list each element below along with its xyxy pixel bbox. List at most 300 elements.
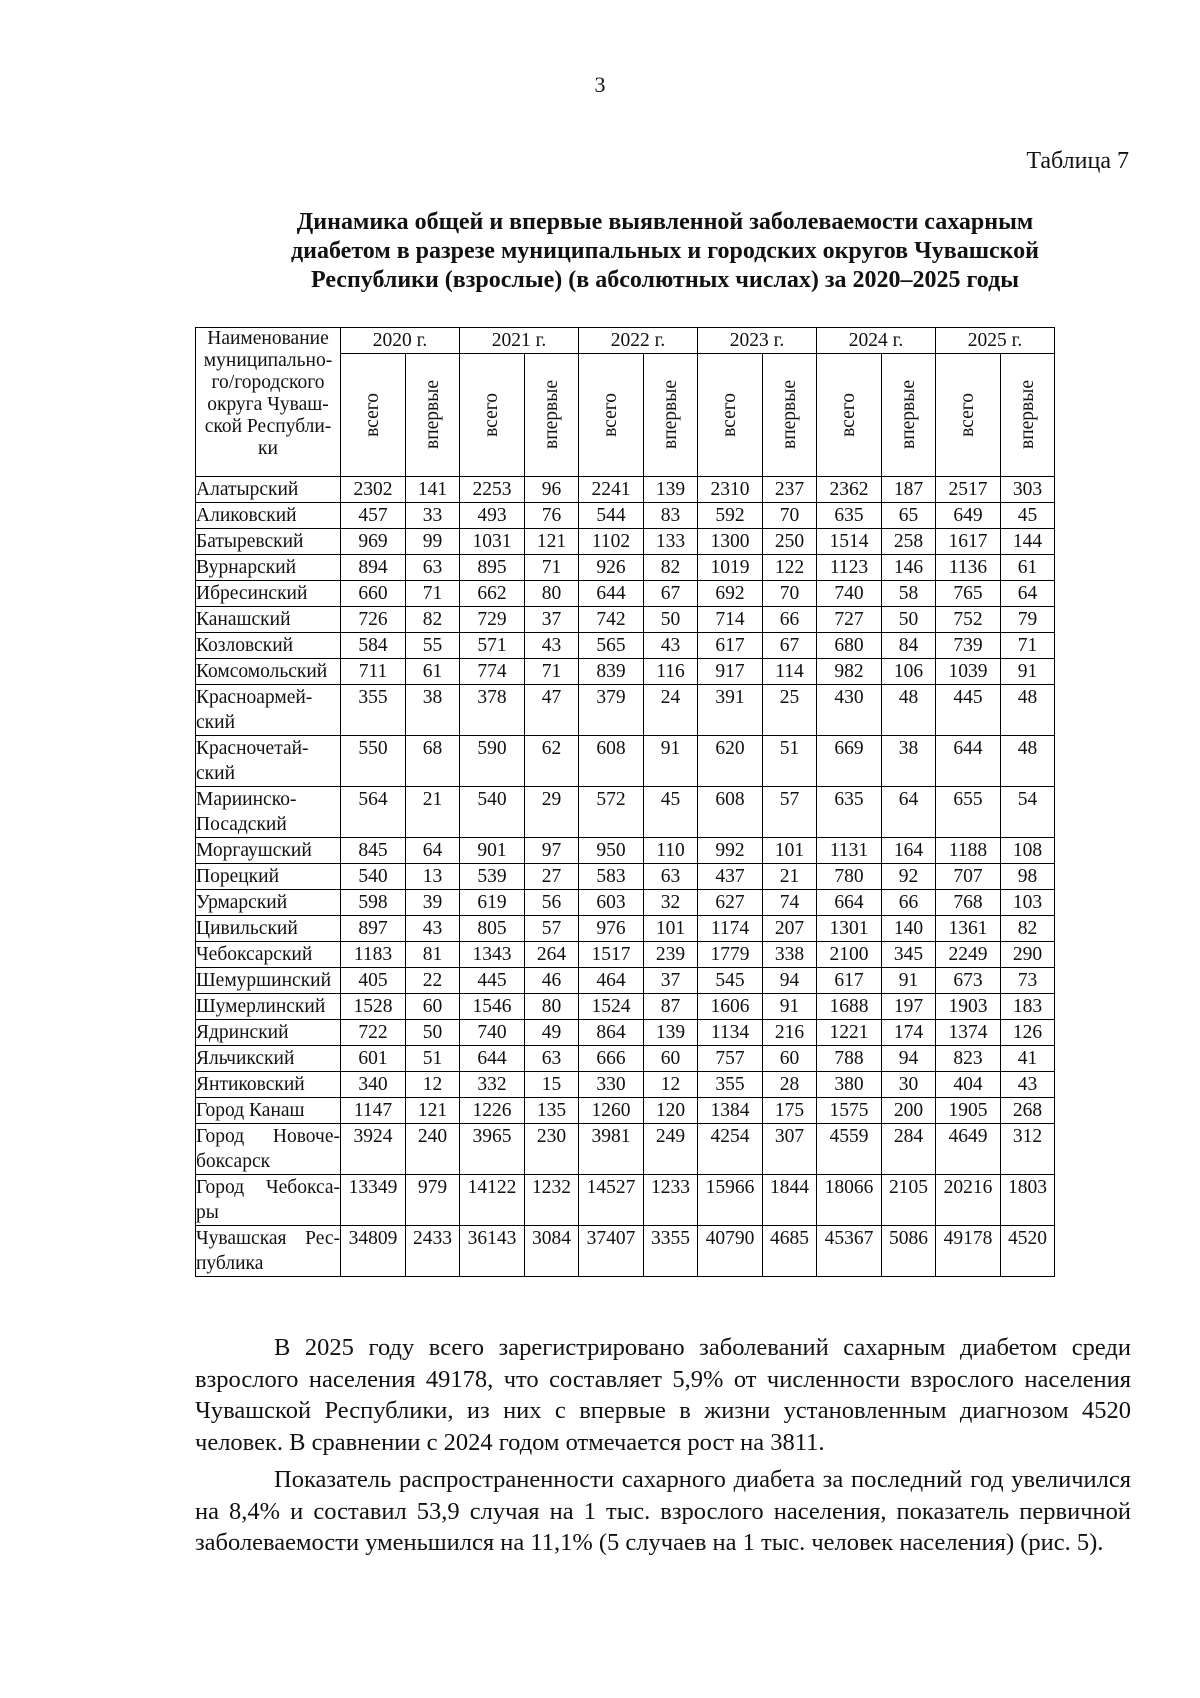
first-time-value-cell: 82 (644, 555, 698, 581)
first-time-value-cell: 48 (1001, 685, 1055, 736)
total-subheader-label: всего (719, 393, 740, 437)
first-time-value-cell: 122 (763, 555, 817, 581)
year-header: 2022 г. (579, 328, 698, 354)
first-time-value-cell: 61 (1001, 555, 1055, 581)
total-value-cell: 4649 (936, 1124, 1001, 1175)
first-time-value-cell: 110 (644, 838, 698, 864)
total-value-cell: 544 (579, 503, 644, 529)
district-name-cell (196, 1124, 341, 1175)
total-value-cell: 2362 (817, 477, 882, 503)
district-name-line: Город Канаш (196, 1100, 305, 1121)
first-time-value-cell: 187 (882, 477, 936, 503)
district-name-line: Комсомольский (196, 661, 328, 682)
district-name-line: Янтиковский (196, 1074, 305, 1095)
table-row (196, 1175, 1055, 1226)
total-value-cell: 664 (817, 890, 882, 916)
first-time-value-cell: 1233 (644, 1175, 698, 1226)
total-value-cell: 445 (460, 968, 525, 994)
district-name-line: Ядринский (196, 1022, 289, 1043)
total-value-cell: 4559 (817, 1124, 882, 1175)
total-value-cell: 1226 (460, 1098, 525, 1124)
header-line: муниципально- (203, 350, 333, 371)
table-row (196, 685, 1055, 736)
total-value-cell: 430 (817, 685, 882, 736)
district-name-cell (196, 864, 341, 890)
district-name-line: Вурнарский (196, 557, 297, 578)
first-time-value-cell: 101 (763, 838, 817, 864)
first-time-value-cell: 43 (644, 633, 698, 659)
first-time-value-cell: 57 (525, 916, 579, 942)
header-line: ки (258, 438, 278, 459)
first-time-value-cell: 249 (644, 1124, 698, 1175)
total-value-cell: 823 (936, 1046, 1001, 1072)
total-value-cell: 739 (936, 633, 1001, 659)
district-name-cell (196, 787, 341, 838)
header-line: ской Республи- (204, 416, 332, 437)
first-time-value-cell: 79 (1001, 607, 1055, 633)
first-time-value-cell: 144 (1001, 529, 1055, 555)
first-time-value-cell: 39 (406, 890, 460, 916)
first-time-value-cell: 284 (882, 1124, 936, 1175)
first-subheader (1001, 354, 1055, 477)
table-row (196, 1124, 1055, 1175)
total-value-cell: 590 (460, 736, 525, 787)
total-value-cell: 1174 (698, 916, 763, 942)
total-value-cell: 1147 (341, 1098, 406, 1124)
total-value-cell: 355 (698, 1072, 763, 1098)
district-name-line: Шумерлинский (196, 996, 326, 1017)
total-value-cell: 680 (817, 633, 882, 659)
name-column-header (196, 328, 341, 477)
first-time-value-cell: 84 (882, 633, 936, 659)
total-value-cell: 330 (579, 1072, 644, 1098)
first-time-value-cell: 56 (525, 890, 579, 916)
first-time-value-cell: 1232 (525, 1175, 579, 1226)
first-time-value-cell: 240 (406, 1124, 460, 1175)
first-subheader (763, 354, 817, 477)
first-time-value-cell: 55 (406, 633, 460, 659)
first-subheader-label: впервые (1016, 380, 1038, 450)
year-header-row (196, 328, 1055, 354)
total-value-cell: 378 (460, 685, 525, 736)
total-value-cell: 13349 (341, 1175, 406, 1226)
first-time-value-cell: 63 (525, 1046, 579, 1072)
total-value-cell: 711 (341, 659, 406, 685)
table-body (196, 477, 1055, 1277)
district-name-line: Посадский (196, 814, 287, 835)
total-subheader (817, 354, 882, 477)
table-row (196, 1020, 1055, 1046)
total-value-cell: 493 (460, 503, 525, 529)
total-value-cell: 617 (698, 633, 763, 659)
total-value-cell: 635 (817, 503, 882, 529)
total-value-cell: 740 (817, 581, 882, 607)
title-line: Динамика общей и впервые выявленной заболеваемости сахарным (296, 209, 1034, 235)
first-time-value-cell: 38 (882, 736, 936, 787)
total-value-cell: 36143 (460, 1226, 525, 1277)
total-value-cell: 1617 (936, 529, 1001, 555)
first-time-value-cell: 979 (406, 1175, 460, 1226)
first-subheader-label: впервые (540, 380, 562, 450)
first-time-value-cell: 4685 (763, 1226, 817, 1277)
total-value-cell: 2310 (698, 477, 763, 503)
total-value-cell: 1031 (460, 529, 525, 555)
table-row (196, 864, 1055, 890)
district-name-line: Аликовский (196, 505, 297, 526)
first-time-value-cell: 45 (1001, 503, 1055, 529)
total-value-cell: 752 (936, 607, 1001, 633)
total-value-cell: 565 (579, 633, 644, 659)
first-time-value-cell: 22 (406, 968, 460, 994)
total-value-cell: 692 (698, 581, 763, 607)
total-value-cell: 550 (341, 736, 406, 787)
first-time-value-cell: 57 (763, 787, 817, 838)
total-value-cell: 644 (936, 736, 1001, 787)
table-row (196, 1072, 1055, 1098)
total-value-cell: 926 (579, 555, 644, 581)
first-time-value-cell: 97 (525, 838, 579, 864)
total-value-cell: 380 (817, 1072, 882, 1098)
first-time-value-cell: 80 (525, 581, 579, 607)
total-value-cell: 1131 (817, 838, 882, 864)
total-value-cell: 379 (579, 685, 644, 736)
district-name-line: Яльчикский (196, 1048, 295, 1069)
total-value-cell: 742 (579, 607, 644, 633)
first-time-value-cell: 45 (644, 787, 698, 838)
first-time-value-cell: 70 (763, 581, 817, 607)
total-value-cell: 1361 (936, 916, 1001, 942)
total-value-cell: 714 (698, 607, 763, 633)
total-value-cell: 1575 (817, 1098, 882, 1124)
first-time-value-cell: 21 (406, 787, 460, 838)
total-value-cell: 332 (460, 1072, 525, 1098)
total-subheader-label: всего (838, 393, 859, 437)
total-value-cell: 445 (936, 685, 1001, 736)
total-value-cell: 1374 (936, 1020, 1001, 1046)
first-subheader (882, 354, 936, 477)
total-value-cell: 2249 (936, 942, 1001, 968)
year-header: 2021 г. (460, 328, 579, 354)
total-subheader (341, 354, 406, 477)
first-time-value-cell: 64 (1001, 581, 1055, 607)
total-value-cell: 780 (817, 864, 882, 890)
first-time-value-cell: 66 (882, 890, 936, 916)
total-value-cell: 673 (936, 968, 1001, 994)
first-time-value-cell: 139 (644, 477, 698, 503)
total-value-cell: 1301 (817, 916, 882, 942)
first-time-value-cell: 4520 (1001, 1226, 1055, 1277)
first-time-value-cell: 126 (1001, 1020, 1055, 1046)
first-time-value-cell: 47 (525, 685, 579, 736)
table-row (196, 659, 1055, 685)
first-time-value-cell: 103 (1001, 890, 1055, 916)
total-value-cell: 662 (460, 581, 525, 607)
total-subheader (460, 354, 525, 477)
first-time-value-cell: 1803 (1001, 1175, 1055, 1226)
total-value-cell: 437 (698, 864, 763, 890)
total-value-cell: 2517 (936, 477, 1001, 503)
table-row (196, 1098, 1055, 1124)
first-time-value-cell: 37 (644, 968, 698, 994)
district-name-cell (196, 736, 341, 787)
first-time-value-cell: 239 (644, 942, 698, 968)
table-row (196, 942, 1055, 968)
first-time-value-cell: 43 (525, 633, 579, 659)
first-time-value-cell: 82 (406, 607, 460, 633)
first-time-value-cell: 15 (525, 1072, 579, 1098)
total-value-cell: 1905 (936, 1098, 1001, 1124)
first-time-value-cell: 67 (763, 633, 817, 659)
first-time-value-cell: 13 (406, 864, 460, 890)
first-time-value-cell: 87 (644, 994, 698, 1020)
first-time-value-cell: 61 (406, 659, 460, 685)
district-name-line: Канашский (196, 609, 291, 630)
first-time-value-cell: 50 (406, 1020, 460, 1046)
district-name-cell (196, 994, 341, 1020)
table-row (196, 1046, 1055, 1072)
first-time-value-cell: 146 (882, 555, 936, 581)
total-value-cell: 391 (698, 685, 763, 736)
total-value-cell: 34809 (341, 1226, 406, 1277)
total-value-cell: 765 (936, 581, 1001, 607)
first-subheader-label: впервые (897, 380, 919, 450)
district-name-line: Город Чебокса- (196, 1177, 340, 1198)
total-value-cell: 1221 (817, 1020, 882, 1046)
title-line: Республики (взрослые) (в абсолютных числах) за 2020–2025 годы (311, 267, 1019, 293)
total-value-cell: 845 (341, 838, 406, 864)
first-time-value-cell: 91 (763, 994, 817, 1020)
first-time-value-cell: 66 (763, 607, 817, 633)
total-value-cell: 2241 (579, 477, 644, 503)
total-value-cell: 655 (936, 787, 1001, 838)
total-value-cell: 457 (341, 503, 406, 529)
first-time-value-cell: 54 (1001, 787, 1055, 838)
first-time-value-cell: 174 (882, 1020, 936, 1046)
total-value-cell: 1183 (341, 942, 406, 968)
first-time-value-cell: 2433 (406, 1226, 460, 1277)
first-time-value-cell: 216 (763, 1020, 817, 1046)
district-name-cell (196, 581, 341, 607)
first-time-value-cell: 98 (1001, 864, 1055, 890)
total-value-cell: 1136 (936, 555, 1001, 581)
district-name-line: Порецкий (196, 866, 280, 887)
first-subheader-label: впервые (778, 380, 800, 450)
district-name-cell (196, 555, 341, 581)
first-subheader-label: впервые (421, 380, 443, 450)
district-name-line: Моргаушский (196, 840, 312, 861)
total-value-cell: 1514 (817, 529, 882, 555)
total-subheader-label: всего (957, 393, 978, 437)
total-value-cell: 37407 (579, 1226, 644, 1277)
total-value-cell: 592 (698, 503, 763, 529)
first-time-value-cell: 133 (644, 529, 698, 555)
first-time-value-cell: 33 (406, 503, 460, 529)
total-value-cell: 20216 (936, 1175, 1001, 1226)
year-header: 2025 г. (936, 328, 1055, 354)
first-time-value-cell: 99 (406, 529, 460, 555)
first-time-value-cell: 91 (1001, 659, 1055, 685)
first-time-value-cell: 91 (644, 736, 698, 787)
total-value-cell: 564 (341, 787, 406, 838)
total-value-cell: 619 (460, 890, 525, 916)
first-time-value-cell: 21 (763, 864, 817, 890)
total-subheader-label: всего (600, 393, 621, 437)
first-time-value-cell: 94 (763, 968, 817, 994)
first-subheader-label: впервые (659, 380, 681, 450)
total-value-cell: 788 (817, 1046, 882, 1072)
total-value-cell: 1300 (698, 529, 763, 555)
total-value-cell: 1134 (698, 1020, 763, 1046)
first-time-value-cell: 250 (763, 529, 817, 555)
district-name-cell (196, 968, 341, 994)
first-time-value-cell: 92 (882, 864, 936, 890)
first-time-value-cell: 63 (644, 864, 698, 890)
total-value-cell: 15966 (698, 1175, 763, 1226)
first-time-value-cell: 71 (525, 659, 579, 685)
total-value-cell: 464 (579, 968, 644, 994)
total-subheader (579, 354, 644, 477)
total-subheader-label: всего (481, 393, 502, 437)
table-row (196, 787, 1055, 838)
total-value-cell: 1188 (936, 838, 1001, 864)
title-line: диабетом в разрезе муниципальных и городских округов Чувашской (291, 238, 1039, 264)
first-time-value-cell: 81 (406, 942, 460, 968)
first-time-value-cell: 121 (406, 1098, 460, 1124)
first-time-value-cell: 29 (525, 787, 579, 838)
first-time-value-cell: 71 (406, 581, 460, 607)
first-time-value-cell: 197 (882, 994, 936, 1020)
district-name-cell (196, 1098, 341, 1124)
total-value-cell: 666 (579, 1046, 644, 1072)
district-name-line: Урмарский (196, 892, 288, 913)
first-time-value-cell: 50 (644, 607, 698, 633)
first-time-value-cell: 51 (763, 736, 817, 787)
table-row (196, 477, 1055, 503)
first-time-value-cell: 28 (763, 1072, 817, 1098)
district-name-line: Козловский (196, 635, 294, 656)
first-time-value-cell: 94 (882, 1046, 936, 1072)
total-value-cell: 3965 (460, 1124, 525, 1175)
total-value-cell: 950 (579, 838, 644, 864)
total-value-cell: 1260 (579, 1098, 644, 1124)
total-value-cell: 2302 (341, 477, 406, 503)
district-name-cell (196, 942, 341, 968)
first-time-value-cell: 25 (763, 685, 817, 736)
district-name-line: ский (196, 763, 235, 784)
total-value-cell: 545 (698, 968, 763, 994)
first-time-value-cell: 46 (525, 968, 579, 994)
total-value-cell: 340 (341, 1072, 406, 1098)
table-row (196, 529, 1055, 555)
total-value-cell: 1102 (579, 529, 644, 555)
first-time-value-cell: 3084 (525, 1226, 579, 1277)
table-row (196, 503, 1055, 529)
total-value-cell: 1384 (698, 1098, 763, 1124)
total-value-cell: 601 (341, 1046, 406, 1072)
first-time-value-cell: 51 (406, 1046, 460, 1072)
first-time-value-cell: 237 (763, 477, 817, 503)
first-time-value-cell: 71 (1001, 633, 1055, 659)
total-value-cell: 726 (341, 607, 406, 633)
first-time-value-cell: 67 (644, 581, 698, 607)
first-time-value-cell: 71 (525, 555, 579, 581)
district-name-line: Шемуршинский (196, 970, 332, 991)
total-value-cell: 620 (698, 736, 763, 787)
district-name-cell (196, 607, 341, 633)
district-name-line: Алатырский (196, 479, 299, 500)
first-subheader (644, 354, 698, 477)
total-value-cell: 40790 (698, 1226, 763, 1277)
district-name-line: Ибресинский (196, 583, 308, 604)
first-time-value-cell: 43 (406, 916, 460, 942)
total-value-cell: 355 (341, 685, 406, 736)
district-name-cell (196, 503, 341, 529)
first-time-value-cell: 48 (1001, 736, 1055, 787)
first-time-value-cell: 264 (525, 942, 579, 968)
first-time-value-cell: 106 (882, 659, 936, 685)
district-name-cell (196, 1046, 341, 1072)
district-name-line: публика (196, 1253, 264, 1274)
district-name-cell (196, 659, 341, 685)
first-time-value-cell: 12 (644, 1072, 698, 1098)
total-value-cell: 897 (341, 916, 406, 942)
district-name-line: боксарск (196, 1151, 271, 1172)
paragraph: В 2025 году всего зарегистрировано заболеваний сахарным диабетом среди взрослого населения 49178, что составляет 5,9% от численности взрослого населения Чувашской Республики, из них с впервые в жизни установленным диагнозом 4520 человек. В сравнении с 2024 годом отмечается рост на 3811. (195, 1334, 1131, 1456)
first-time-value-cell: 68 (406, 736, 460, 787)
first-time-value-cell: 5086 (882, 1226, 936, 1277)
first-time-value-cell: 114 (763, 659, 817, 685)
first-time-value-cell: 135 (525, 1098, 579, 1124)
total-value-cell: 3981 (579, 1124, 644, 1175)
district-name-cell (196, 1226, 341, 1277)
total-value-cell: 768 (936, 890, 1001, 916)
table-label: Таблица 7 (1026, 148, 1129, 174)
total-value-cell: 598 (341, 890, 406, 916)
total-value-cell: 4254 (698, 1124, 763, 1175)
first-time-value-cell: 290 (1001, 942, 1055, 968)
table-row (196, 890, 1055, 916)
year-header: 2024 г. (817, 328, 936, 354)
first-time-value-cell: 65 (882, 503, 936, 529)
first-time-value-cell: 200 (882, 1098, 936, 1124)
total-value-cell: 584 (341, 633, 406, 659)
first-time-value-cell: 27 (525, 864, 579, 890)
total-value-cell: 45367 (817, 1226, 882, 1277)
first-time-value-cell: 48 (882, 685, 936, 736)
year-header: 2023 г. (698, 328, 817, 354)
table-row (196, 555, 1055, 581)
total-value-cell: 982 (817, 659, 882, 685)
table-row (196, 633, 1055, 659)
first-time-value-cell: 58 (882, 581, 936, 607)
total-value-cell: 1039 (936, 659, 1001, 685)
table-row (196, 736, 1055, 787)
first-time-value-cell: 139 (644, 1020, 698, 1046)
total-value-cell: 617 (817, 968, 882, 994)
district-name-line: ский (196, 712, 235, 733)
total-value-cell: 1779 (698, 942, 763, 968)
district-name-cell (196, 1020, 341, 1046)
header-line: округа Чуваш- (207, 394, 329, 415)
first-time-value-cell: 73 (1001, 968, 1055, 994)
first-time-value-cell: 121 (525, 529, 579, 555)
total-value-cell: 894 (341, 555, 406, 581)
total-value-cell: 729 (460, 607, 525, 633)
first-time-value-cell: 12 (406, 1072, 460, 1098)
total-value-cell: 901 (460, 838, 525, 864)
first-time-value-cell: 3355 (644, 1226, 698, 1277)
first-time-value-cell: 258 (882, 529, 936, 555)
